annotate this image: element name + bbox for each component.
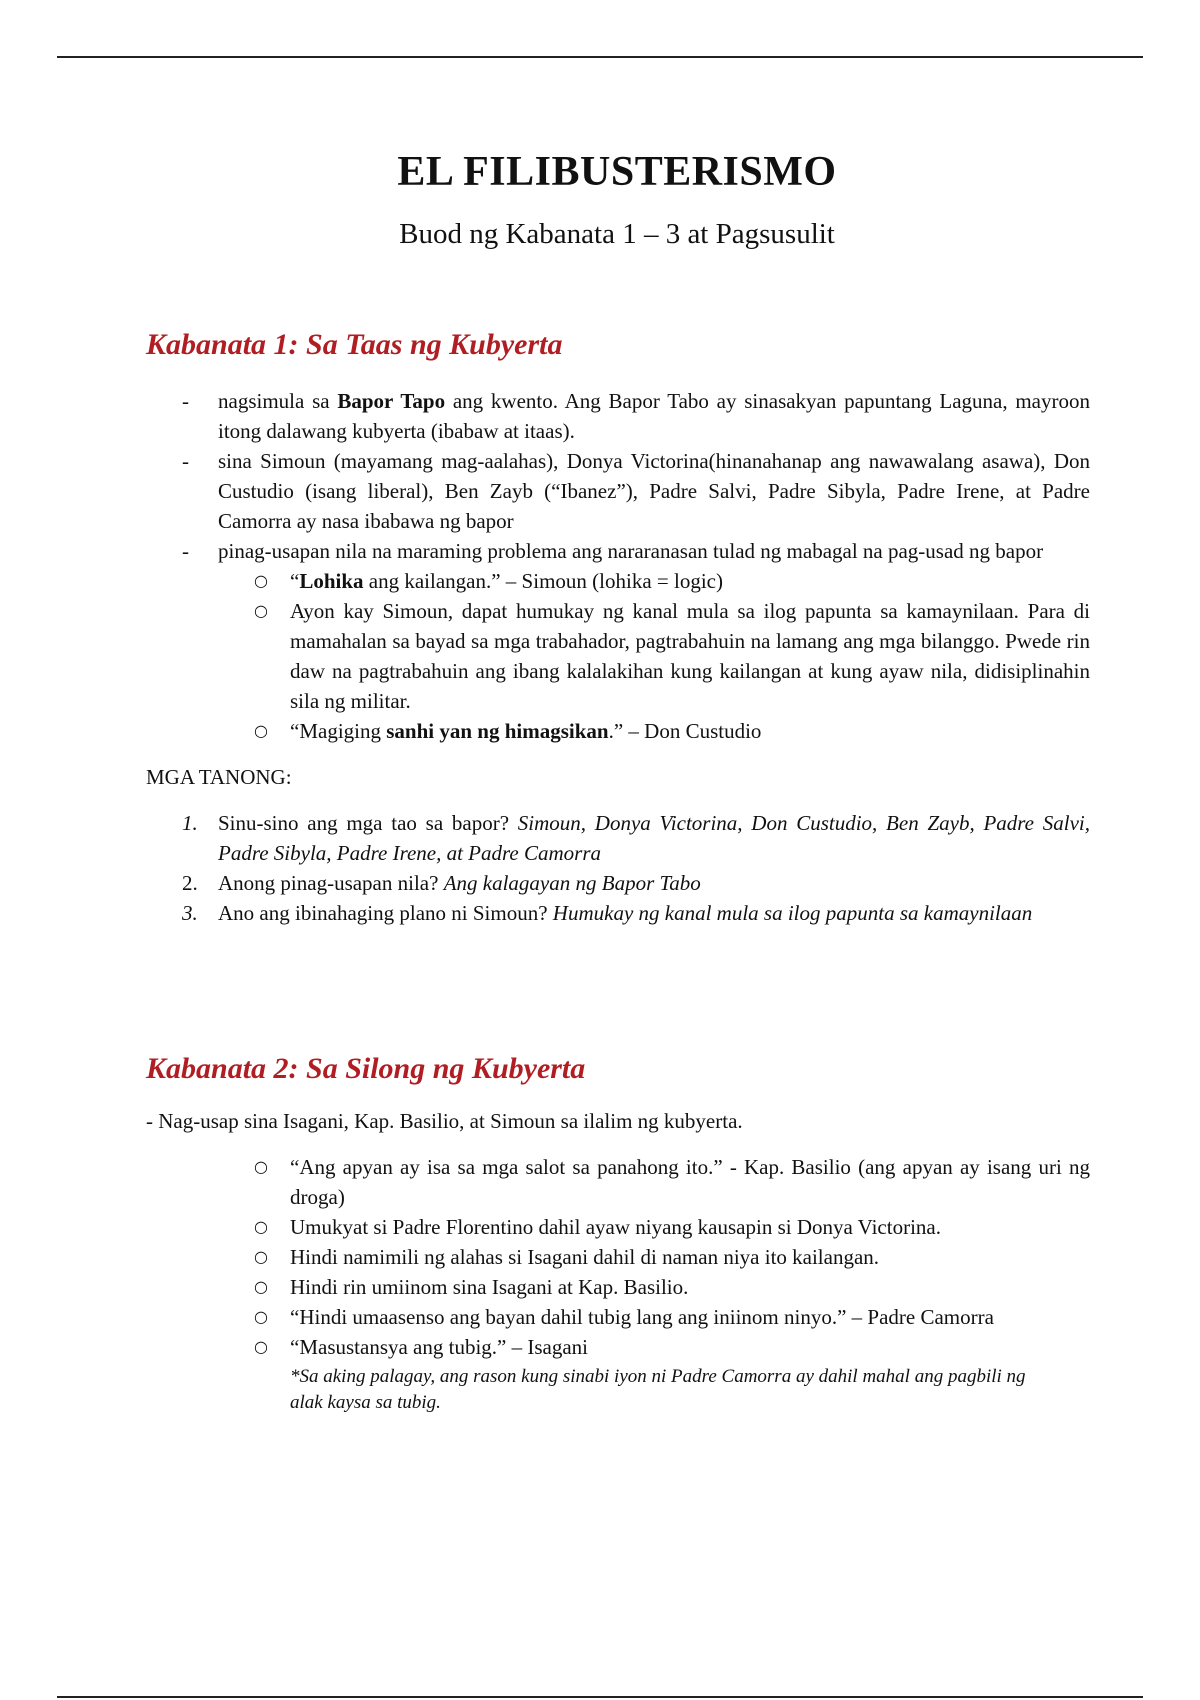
chapter2-intro: - Nag-usap sina Isagani, Kap. Basilio, at Simoun sa ilalim ng kubyerta. xyxy=(146,1109,743,1133)
list-item: ○ “Ang apyan ay isa sa mga salot sa panahong ito.” - Kap. Basilio (ang apyan ay isang uri ng droga) xyxy=(146,1152,1090,1212)
list-item: - sina Simoun (mayamang mag-aalahas), Donya Victorina(hinanahanap ang nawawalang asawa), Don Custudio (isang liberal), Ben Zayb (“Ibanez”), Padre Salvi, Padre Sibyla, Padre Irene, at Padre Camorra ay nasa ibabawa ng bapor xyxy=(182,449,1090,533)
circle-bullet-icon: ○ xyxy=(254,1307,268,1326)
list-item: ○ Hindi rin umiinom sina Isagani at Kap. Basilio. xyxy=(146,1272,1090,1302)
circle-bullet-icon: ○ xyxy=(254,1337,268,1356)
chapter1-bullet-list xyxy=(146,386,1090,746)
author-note: *Sa aking palagay, ang rason kung sinabi iyon ni Padre Camorra ay dahil mahal ang pagbili ng alak kaysa sa tubig. xyxy=(290,1366,1026,1413)
list-item: ○ “Magiging sanhi yan ng himagsikan.” – Don Custudio xyxy=(146,716,1090,746)
circle-bullet-icon: ○ xyxy=(254,1247,268,1266)
document-subtitle: Buod ng Kabanata 1 – 3 at Pagsusulit xyxy=(399,218,835,250)
circle-bullet-icon: ○ xyxy=(254,571,268,590)
document-title: EL FILIBUSTERISMO xyxy=(397,149,837,195)
circle-bullet-icon: ○ xyxy=(254,1277,268,1296)
list-item: 1. Sinu-sino ang mga tao sa bapor? Simoun, Donya Victorina, Don Custudio, Ben Zayb, Padre Salvi, Padre Sibyla, Padre Irene, at Padre Camorra xyxy=(182,811,1090,865)
chapter1-heading: Kabanata 1: Sa Taas ng Kubyerta xyxy=(146,328,563,361)
chapter2-summary xyxy=(146,1106,1090,1416)
list-item: ○ “Masustansya ang tubig.” – Isagani xyxy=(146,1332,1090,1362)
chapter2-sub-list xyxy=(146,1152,1090,1362)
circle-bullet-icon: ○ xyxy=(254,1157,268,1176)
list-item: ○ Umukyat si Padre Florentino dahil ayaw niyang kausapin si Donya Victorina. xyxy=(146,1212,1090,1242)
list-item: ○ “Hindi umaasenso ang bayan dahil tubig lang ang iniinom ninyo.” – Padre Camorra xyxy=(146,1302,1090,1332)
questions-label: MGA TANONG: xyxy=(146,765,292,789)
list-item: 2. Anong pinag-usapan nila? Ang kalagayan ng Bapor Tabo xyxy=(182,871,701,895)
chapter1-sub-list xyxy=(146,566,1090,746)
chapter1-summary xyxy=(146,386,1090,928)
chapter2-heading: Kabanata 2: Sa Silong ng Kubyerta xyxy=(146,1052,586,1085)
top-rule xyxy=(57,56,1143,58)
bottom-rule xyxy=(57,1696,1143,1698)
list-item: 3. Ano ang ibinahaging plano ni Simoun? Humukay ng kanal mula sa ilog papunta sa kamaynilaan xyxy=(182,901,1033,925)
list-item: ○ Ayon kay Simoun, dapat humukay ng kanal mula sa ilog papunta sa kamaynilaan. Para di mamahalan sa bayad sa mga trabahador, pagtrabahuin na lamang ang mga bilanggo. Pwede rin daw na pagtrabahuin ang ibang kalalakihan kung kailangan at kung ayaw nila, didisiplinahin sila ng militar. xyxy=(146,596,1090,716)
list-item: ○ “Lohika ang kailangan.” – Simoun (lohika = logic) xyxy=(146,566,1090,596)
list-item: ○ Hindi namimili ng alahas si Isagani dahil di naman niya ito kailangan. xyxy=(146,1242,1090,1272)
questions-list xyxy=(146,808,1090,928)
list-item: - nagsimula sa Bapor Tapo ang kwento. Ang Bapor Tabo ay sinasakyan papuntang Laguna, mayroon itong dalawang kubyerta (ibabaw at itaas). xyxy=(182,389,1090,443)
circle-bullet-icon: ○ xyxy=(254,1217,268,1236)
list-item: - pinag-usapan nila na maraming problema ang nararanasan tulad ng mabagal na pag-usad ng bapor ○ “Lohika ang kailangan.” – Simoun (lohika = logic) ○ Ayon kay Simoun, dapat humukay ng kanal mula sa ilog papunta sa kamaynilaan. Para di mamahalan sa bayad sa mga trabahador, pagtrabahuin na lamang ang mga bilanggo. Pwede rin daw na pagtrabahuin ang ibang kalalakihan kung kailangan at kung ayaw nila, didisiplinahin sila ng militar. ○ “Magiging sanhi yan ng himagsikan.” – Don Custudio xyxy=(146,536,1090,746)
circle-bullet-icon: ○ xyxy=(254,721,268,740)
circle-bullet-icon: ○ xyxy=(254,601,268,620)
